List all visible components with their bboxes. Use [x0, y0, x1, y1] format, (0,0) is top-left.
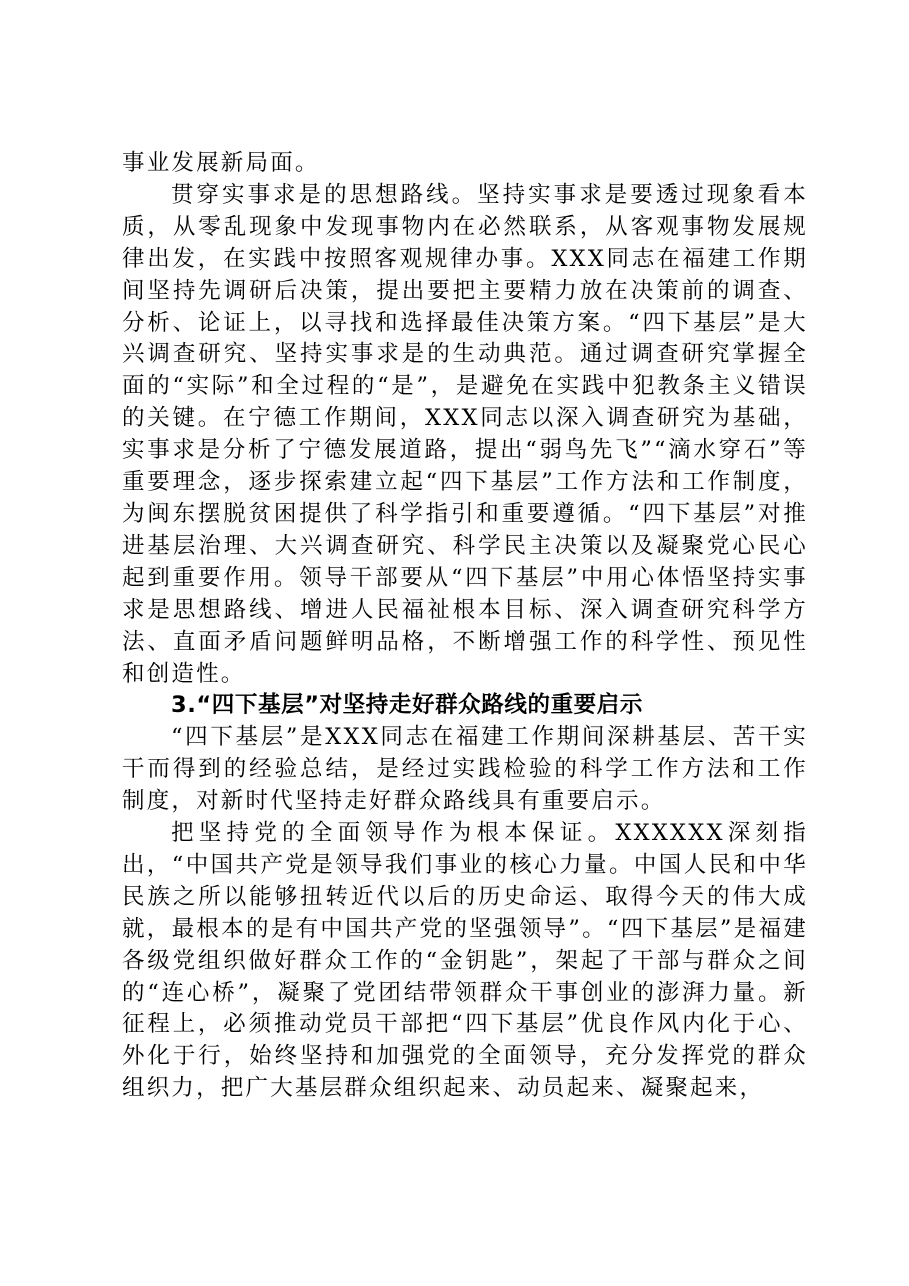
paragraph-continuation: 事业发展新局面。	[122, 150, 320, 176]
paragraph-mass-line-intro: “四下基层”是XXX同志在福建工作期间深耕基层、苦干实干而得到的经验总结，是经过实践检验的科学工作方法和工作制度，对新时代坚持走好群众路线具有重要启示。	[122, 724, 808, 815]
document-body	[122, 148, 808, 1105]
paragraph-seeking-truth: 贯穿实事求是的思想路线。坚持实事求是要透过现象看本质，从零乱现象中发现事物内在必然联系，从客观事物发展规律出发，在实践中按照客观规律办事。XXX同志在福建工作期间坚持先调研后决策，提出要把主要精力放在决策前的调查、分析、论证上，以寻找和选择最佳决策方案。“四下基层”是大兴调查研究、坚持实事求是的生动典范。通过调查研究掌握全面的“实际”和全过程的“是”，是避免在实践中犯教条主义错误的关键。在宁德工作期间，XXX同志以深入调查研究为基础，实事求是分析了宁德发展道路，提出“弱鸟先飞”“滴水穿石”等重要理念，逐步探索建立起“四下基层”工作方法和工作制度，为闽东摆脱贫困提供了科学指引和重要遵循。“四下基层”对推进基层治理、大兴调查研究、科学民主决策以及凝聚党心民心起到重要作用。领导干部要从“四下基层”中用心体悟坚持实事求是思想路线、增进人民福祉根本目标、深入调查研究科学方法、直面矛盾问题鲜明品格，不断增强工作的科学性、预见性和创造性。	[122, 181, 808, 687]
paragraph-party-leadership: 把坚持党的全面领导作为根本保证。XXXXXX深刻指出，“中国共产党是领导我们事业的核心力量。中国人民和中华民族之所以能够扭转近代以后的历史命运、取得今天的伟大成就，最根本的是有中国共产党的坚强领导”。“四下基层”是福建各级党组织做好群众工作的“金钥匙”，架起了干部与群众之间的“连心桥”，凝聚了党团结带领群众干事创业的澎湃力量。新征程上，必须推动党员干部把“四下基层”优良作风内化于心、外化于行，始终坚持和加强党的全面领导，充分发挥党的群众组织力，把广大基层群众组织起来、动员起来、凝聚起来，	[122, 820, 808, 1102]
section-heading-3: 3.“四下基层”对坚持走好群众路线的重要启示	[171, 692, 643, 719]
